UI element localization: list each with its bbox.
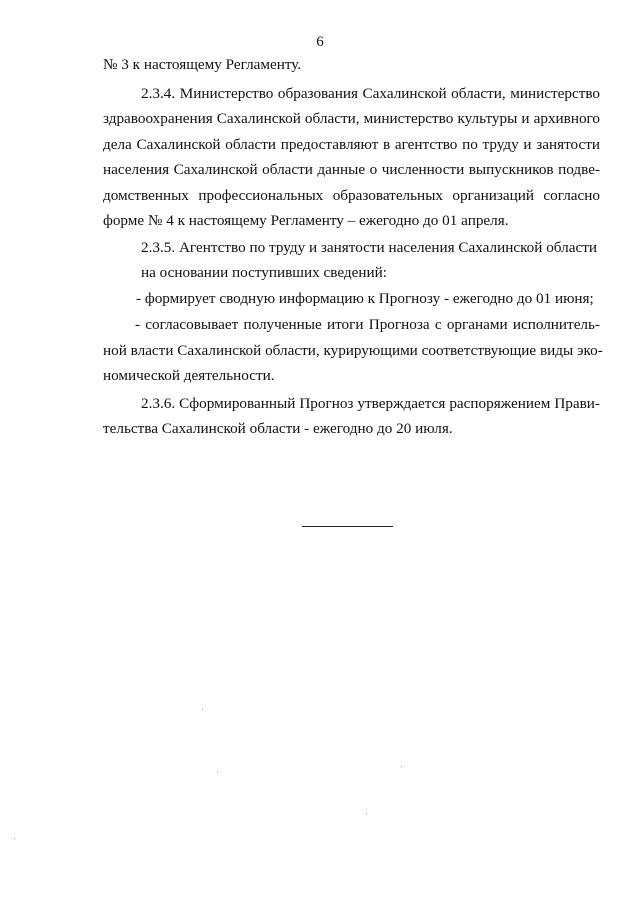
list-item-line: - согласовывает полученные итоги Прогноза с органами исполнитель- (135, 316, 600, 333)
paragraph-2-3-4-line: 2.3.4. Министерство образования Сахалинской области, министерство (141, 85, 600, 102)
paragraph-2-3-4-line: форме № 4 к настоящему Регламенту – ежегодно до 01 апреля. (103, 212, 509, 229)
scan-speck (14, 838, 15, 839)
list-item-line: номической деятельности. (103, 367, 275, 384)
scan-speck (217, 772, 218, 773)
end-divider (302, 526, 393, 527)
page-number: 6 (316, 34, 324, 50)
list-item-line: ной власти Сахалинской области, курирующими соответствующие виды эко- (103, 342, 603, 359)
scan-speck (401, 766, 402, 767)
paragraph-2-3-6-line: 2.3.6. Сформированный Прогноз утверждается распоряжением Прави- (141, 395, 600, 412)
paragraph-2-3-4-line: дела Сахалинской области предоставляют в агентство по труду и занятости (103, 136, 600, 153)
paragraph-2-3-6-line: тельства Сахалинской области - ежегодно до 20 июля. (103, 420, 453, 437)
paragraph-2-3-4-line: здравоохранения Сахалинской области, министерство культуры и архивного (103, 110, 600, 127)
text-line: № 3 к настоящему Регламенту. (103, 56, 302, 73)
paragraph-2-3-5-line: на основании поступивших сведений: (141, 264, 387, 281)
scan-speck (202, 709, 203, 710)
paragraph-2-3-4-line: домственных профессиональных образовательных организаций согласно (103, 187, 600, 204)
list-item-line: - формирует сводную информацию к Прогнозу - ежегодно до 01 июня; (136, 290, 594, 307)
paragraph-2-3-4-line: населения Сахалинской области данные о численности выпускников подве- (103, 161, 600, 178)
scan-speck (366, 813, 367, 814)
paragraph-2-3-5-line: 2.3.5. Агентство по труду и занятости населения Сахалинской области (141, 239, 597, 256)
